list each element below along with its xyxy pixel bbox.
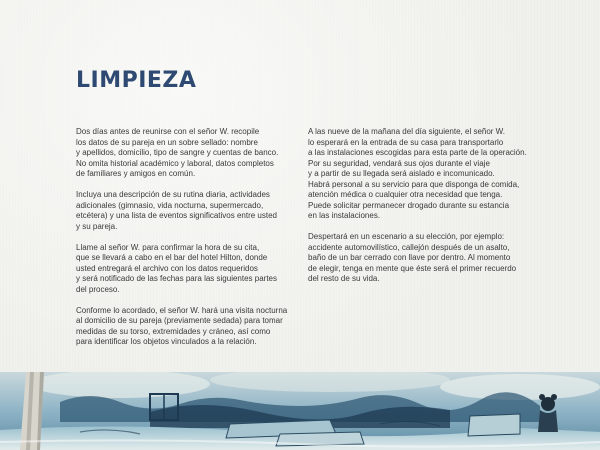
right-text-column bbox=[308, 127, 528, 295]
left-text-column bbox=[76, 127, 304, 358]
left-paragraph-2: Incluya una descripción de su rutina diaria, actividades adicionales (gimnasio, vida nocturna, supermercado, etcétera) y una lista de eventos significativos entre usted y su pareja. bbox=[76, 190, 277, 231]
right-paragraph-1: A las nueve de la mañana del día siguiente, el señor W. lo esperará en la entrada de su casa para transportarlo a las instalaciones escogidas para esta parte de la operación. Por su seguridad, vendará sus ojos durante el viaje y a partir de su llegada será aislado e incomunicado. Habrá personal a su servicio para que disponga de comida, atención médica o cualquier otra necesidad que tenga. Puede solicitar permanecer drogado durante su estancia en las instalaciones. bbox=[308, 127, 527, 220]
left-paragraph-1: Dos días antes de reunirse con el señor W. recopile los datos de su pareja en un sobre sellado: nombre y apellidos, domicilio, tipo de sangre y cuentas de banco. No omita historial académico y laboral, datos completos de familiares y amigos en común. bbox=[76, 127, 279, 178]
painted-ruins-illustration-icon bbox=[0, 372, 600, 450]
right-paragraph-2: Despertará en un escenario a su elección, por ejemplo: accidente automovilístico, callejón después de un asalto, baño de un bar cerrado con llave por dentro. Al momento de elegir, tenga en mente que éste será el primer recuerdo del resto de su vida. bbox=[308, 232, 517, 283]
left-paragraph-3: Llame al señor W. para confirmar la hora de su cita, que se llevará a cabo en el bar del hotel Hilton, donde usted entregará el archivo con los datos requeridos y será notificado de las fechas para las siguientes partes del proceso. bbox=[76, 242, 278, 294]
page-title: LIMPIEZA bbox=[76, 68, 197, 93]
left-paragraph-4: Conforme lo acordado, el señor W. hará una visita nocturna al domicilio de su pareja (previamente sedada) para tomar medidas de su torso, extremidades y cráneo, así como para identificar los objetos vinculados a la relación. bbox=[76, 305, 288, 346]
